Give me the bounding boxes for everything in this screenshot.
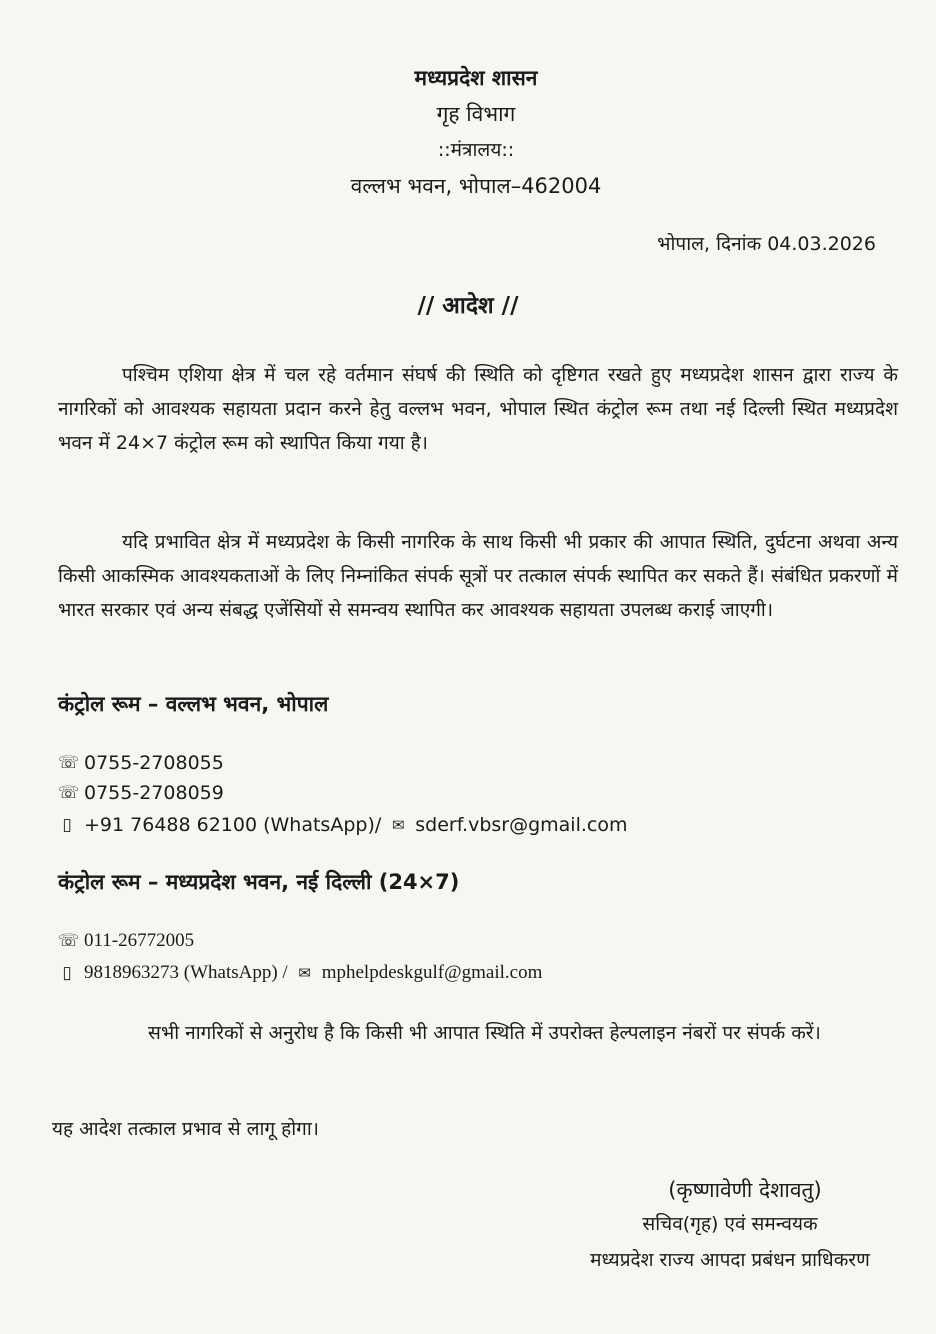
mobile-icon: ▯ [62,963,72,982]
date-line: भोपाल, दिनांक 04.03.2026 [657,233,876,255]
signatory-designation: सचिव(गृह) एवं समन्वयक [642,1213,818,1235]
signatory-name: (कृष्णावेणी देशावतु) [668,1178,822,1202]
mail-icon: ✉ [391,816,405,834]
bhopal-phone-2 [58,782,224,804]
control-room-delhi-heading: कंट्रोल रूम – मध्यप्रदेश भवन, नई दिल्ली (24×7) [58,870,460,894]
government-name: मध्यप्रदेश शासन [414,66,538,90]
bhopal-phone-1 [58,752,224,774]
whatsapp-number: 9818963273 (WhatsApp) / [84,962,288,983]
mail-icon: ✉ [298,965,311,982]
delhi-phone [58,930,194,952]
phone-number: 0755-2708055 [84,752,224,774]
department-name: गृह विभाग [436,102,516,126]
bhopal-whatsapp-email [58,814,627,836]
document-title: // आदेश // [417,293,519,319]
office-address: वल्लभ भवन, भोपाल–462004 [350,174,602,198]
control-room-bhopal-heading: कंट्रोल रूम – वल्लभ भवन, भोपाल [58,692,329,716]
whatsapp-number: +91 76488 62100 (WhatsApp)/ [84,814,382,836]
mobile-icon: ▯ [62,815,72,835]
paragraph-2: यदि प्रभावित क्षेत्र में मध्यप्रदेश के किसी नागरिक के साथ किसी भी प्रकार की आपात स्थिति, दुर्घटना अथवा अन्य किसी आकस्मिक आवश्यकताओं के लिए निम्नांकित संपर्क सूत्रों पर तत्काल संपर्क स्थापित कर सकते हैं। संबंधित प्रकरणों में भारत सरकार एवं अन्य संबद्ध एजेंसियों से समन्वय स्थापित कर आवश्यक सहायता उपलब्ध कराई जाएगी। [58,531,898,621]
phone-icon: ☏ [58,931,80,950]
delhi-whatsapp-email [58,962,542,984]
phone-number: 011-26772005 [84,930,195,951]
ministry-name: ::मंत्रालय:: [437,139,515,161]
phone-number: 0755-2708059 [84,782,224,804]
paragraph-3: सभी नागरिकों से अनुरोध है कि किसी भी आपात स्थिति में उपरोक्त हेल्पलाइन नंबरों पर संपर्क करें। [148,1022,821,1044]
email-address: mphelpdeskgulf@gmail.com [321,962,543,983]
phone-icon: ☏ [58,783,80,803]
signatory-authority: मध्यप्रदेश राज्य आपदा प्रबंधन प्राधिकरण [590,1249,870,1271]
paragraph-1: पश्चिम एशिया क्षेत्र में चल रहे वर्तमान संघर्ष की स्थिति को दृष्टिगत रखते हुए मध्यप्रदेश शासन द्वारा राज्य के नागरिकों को आवश्यक सहायता प्रदान करने हेतु वल्लभ भवन, भोपाल स्थित कंट्रोल रूम तथा नई दिल्ली स्थित मध्यप्रदेश भवन में 24×7 कंट्रोल रूम को स्थापित किया गया है। [58,364,898,454]
email-address: sderf.vbsr@gmail.com [415,814,628,836]
paragraph-4: यह आदेश तत्काल प्रभाव से लागू होगा। [52,1118,319,1140]
phone-icon: ☏ [58,753,80,773]
